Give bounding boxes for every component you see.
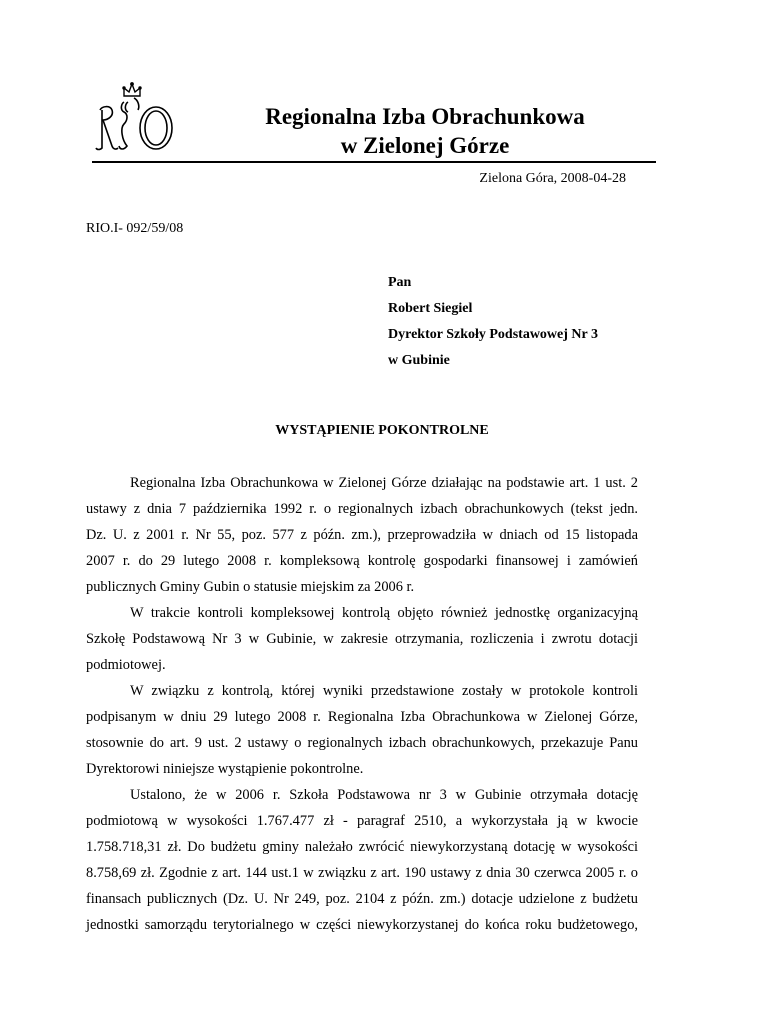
addressee-salutation: Pan: [388, 275, 412, 290]
date-line: Zielona Góra, 2008-04-28: [479, 171, 626, 186]
body-line: Ustalono, że w 2006 r. Szkoła Podstawowa nr 3 w Gubinie otrzymała dotację: [130, 787, 638, 803]
body-line: finansach publicznych (Dz. U. Nr 249, poz. 2104 z późn. zm.) dotacje udzielone z budżetu: [86, 891, 638, 907]
addressee-position: Dyrektor Szkoły Podstawowej Nr 3: [388, 327, 598, 342]
addressee-block: [388, 270, 598, 374]
document-title: WYSTĄPIENIE POKONTROLNE: [275, 423, 489, 438]
body-line: podpisanym w dniu 29 lutego 2008 r. Regionalna Izba Obrachunkowa w Zielonej Górze,: [86, 709, 638, 725]
crown-icon: [123, 83, 141, 96]
body-line: Regionalna Izba Obrachunkowa w Zielonej Górze działając na podstawie art. 1 ust. 2: [130, 475, 638, 491]
body-line: Dyrektorowi niniejsze wystąpienie pokontrolne.: [86, 761, 364, 777]
body-line: Szkołę Podstawową Nr 3 w Gubinie, w zakresie otrzymania, rozliczenia i zwrotu dotacji: [86, 631, 638, 647]
institution-city: w Zielonej Górze: [340, 133, 510, 158]
body-line: podmiotową w wysokości 1.767.477 zł - paragraf 2510, a wykorzystała ją w kwocie: [86, 813, 638, 829]
body-line: W związku z kontrolą, której wyniki przedstawione zostały w protokole kontroli: [130, 683, 638, 699]
logo-letters: [96, 98, 172, 150]
body-line: W trakcie kontroli kompleksowej kontrolą objęto również jednostkę organizacyjną: [130, 605, 638, 621]
body-line: publicznych Gminy Gubin o statusie miejskim za 2006 r.: [86, 579, 415, 595]
body-line: Dz. U. z 2001 r. Nr 55, poz. 577 z późn. zm.), przeprowadziła w dniach od 15 listopada: [86, 527, 638, 543]
reference-number: RIO.I- 092/59/08: [86, 221, 184, 236]
logo-text: RIO: [294, 280, 296, 281]
body-line: stosownie do art. 9 ust. 2 ustawy o regionalnych izbach obrachunkowych, przekazuje Panu: [86, 735, 638, 751]
body-line: 8.758,69 zł. Zgodnie z art. 144 ust.1 w związku z art. 190 ustawy z dnia 30 czerwca 2005 r. o: [86, 865, 638, 881]
body-line: podmiotowej.: [86, 657, 166, 673]
body-line: 2007 r. do 29 lutego 2008 r. kompleksową kontrolę gospodarki finansowej i zamówień: [86, 553, 638, 569]
addressee-location: w Gubinie: [388, 353, 450, 368]
body-line: jednostki samorządu terytorialnego w części niewykorzystanej do końca roku budżetowego,: [86, 917, 638, 933]
header-divider: [92, 161, 656, 163]
body-line: 1.758.718,31 zł. Do budżetu gminy należało zwrócić niewykorzystaną dotację w wysokości: [86, 839, 638, 855]
institution-name: Regionalna Izba Obrachunkowa: [265, 104, 585, 129]
addressee-name: Robert Siegiel: [388, 301, 473, 316]
body-line: ustawy z dnia 7 października 1992 r. o regionalnych izbach obrachunkowych (tekst jedn.: [86, 501, 638, 517]
body-text: [86, 470, 638, 938]
